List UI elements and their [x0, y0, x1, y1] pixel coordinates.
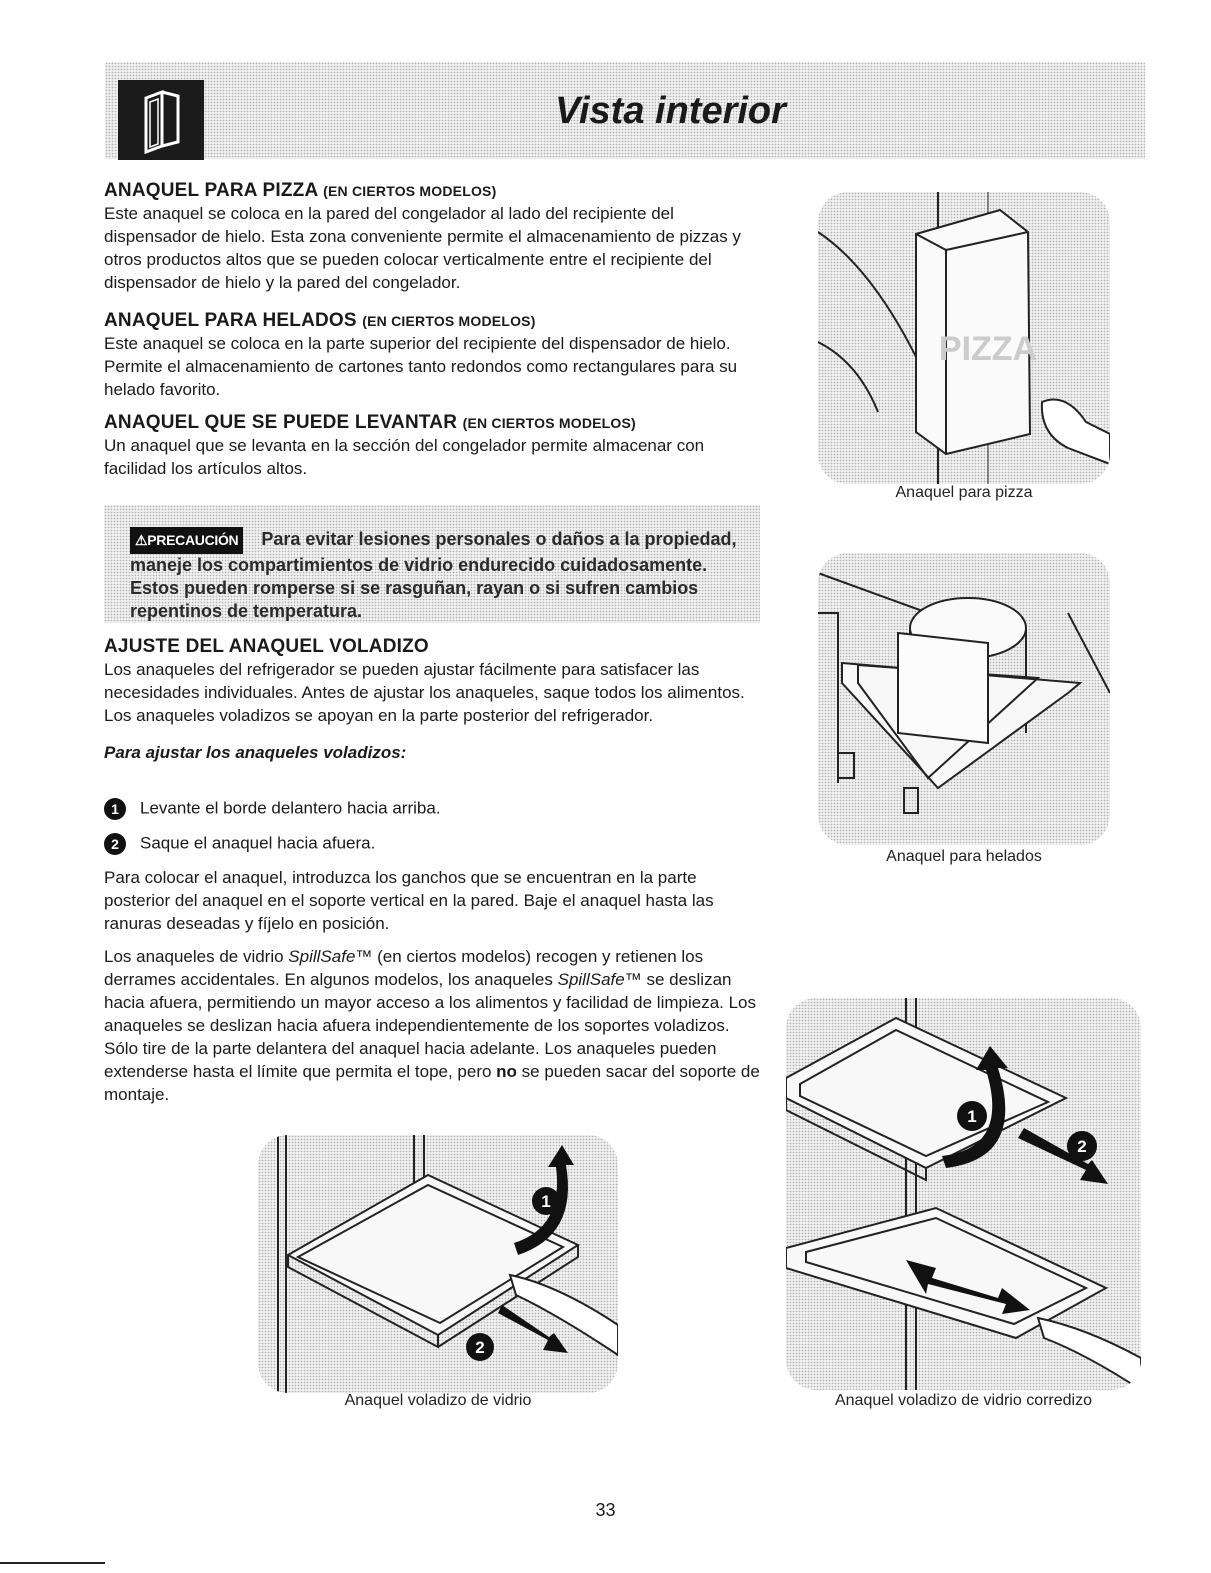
- brand-name: SpillSafe™: [288, 947, 373, 966]
- instructions-heading: Para ajustar los anaqueles voladizos:: [104, 743, 407, 762]
- figure-caption: Anaquel voladizo de vidrio corredizo: [834, 1392, 1093, 1409]
- footer-rule: [0, 1562, 105, 1564]
- emphasis: no: [496, 1062, 517, 1081]
- step-2: [104, 833, 375, 855]
- caution-badge: ⚠PRECAUCIÓN: [130, 527, 243, 554]
- step-marker-label: 1: [967, 1107, 977, 1126]
- text-run: Los anaqueles de vidrio: [104, 947, 289, 966]
- paragraph-text: [104, 945, 762, 1106]
- pizza-shelf-illustration: [818, 192, 1110, 484]
- section-pizza: [104, 180, 762, 294]
- hand-icon: [1038, 1318, 1141, 1390]
- step-text: Levante el borde delantero hacia arriba.: [140, 798, 441, 818]
- text-run: se pueden sacar del soporte de montaje.: [104, 1062, 760, 1104]
- section-heading: [104, 310, 762, 332]
- caution-message: Para evitar lesiones personales o daños a la propiedad, maneje los compartimientos de vidrio endurecido cuidadosamente. Estos pueden romperse si se rasguñan, rayan o si sufren cambios repentinos de temperatura.: [130, 529, 737, 621]
- step-marker-label: 1: [541, 1192, 551, 1211]
- ice-cream-shelf-illustration: [818, 553, 1110, 845]
- section-helados: [104, 310, 762, 401]
- section-voladizo: [104, 636, 762, 764]
- glass-cantilever-shelf-illustration: [258, 1135, 618, 1393]
- step-marker-label: 2: [1077, 1137, 1087, 1156]
- heading-note: (EN CIERTOS MODELOS): [323, 183, 497, 199]
- paragraph-colocar: [104, 866, 762, 935]
- figure-caption: Anaquel para helados: [886, 848, 1042, 865]
- section-levantar: [104, 412, 762, 480]
- step-marker-label: 2: [475, 1338, 485, 1357]
- step-number: 2: [104, 833, 126, 855]
- section-heading: AJUSTE DEL ANAQUEL VOLADIZO: [104, 636, 429, 657]
- paragraph-spillsafe: [104, 945, 762, 1106]
- section-body: Un anaquel que se levanta en la sección del congelador permite almacenar con facilidad los artículos altos.: [104, 436, 705, 478]
- figure-caption: Anaquel voladizo de vidrio: [344, 1392, 532, 1409]
- step-text: Saque el anaquel hacia afuera.: [140, 833, 376, 853]
- text-run: se deslizan hacia afuera, permitiendo un mayor acceso a los alimentos y facilidad de limpieza. Los anaqueles se deslizan hacia afuera independientemente de los soportes voladizos. Sólo tire de la parte delantera del anaquel hacia adelante. Los anaqueles pueden extenderse hasta el límite que permita el tope, pero: [104, 970, 757, 1081]
- page-number: 33: [595, 1500, 616, 1520]
- heading-note: (EN CIERTOS MODELOS): [462, 415, 636, 431]
- page-title: Vista interior: [555, 90, 786, 132]
- heading-text: ANAQUEL PARA HELADOS: [104, 310, 357, 331]
- paragraph-text: Para colocar el anaquel, introduzca los ganchos que se encuentran en la parte posterior del anaquel en el soporte vertical en la pared. Baje el anaquel hasta las ranuras deseadas y fíjelo en posición.: [104, 868, 714, 933]
- brand-name: SpillSafe™: [557, 970, 642, 989]
- pizza-box-label: PIZZA: [938, 330, 1038, 368]
- section-body: Este anaquel se coloca en la parte superior del recipiente del dispensador de hielo. Permite el almacenamiento de cartones tanto redondos como rectangulares para su helado favorito.: [104, 334, 738, 399]
- heading-note: (EN CIERTOS MODELOS): [362, 313, 536, 329]
- caution-text: [130, 527, 740, 623]
- hand-icon: [1042, 400, 1110, 465]
- step-1: [104, 798, 441, 820]
- caution-box: [104, 505, 760, 623]
- text-run: (en ciertos modelos) recogen y retienen los derrames accidentales. En algunos modelos, los anaqueles: [104, 947, 704, 989]
- pull-arrow-icon: [1018, 1128, 1108, 1184]
- section-body: Los anaqueles del refrigerador se pueden ajustar fácilmente para satisfacer las necesidades individuales. Antes de ajustar los anaqueles, saque todos los alimentos. Los anaqueles voladizos se apoyan en la parte posterior del refrigerador.: [104, 660, 745, 725]
- step-number: 1: [104, 798, 126, 820]
- heading-text: ANAQUEL QUE SE PUEDE LEVANTAR: [104, 412, 458, 433]
- figure-caption: Anaquel para pizza: [895, 484, 1033, 501]
- section-body: Este anaquel se coloca en la pared del congelador al lado del recipiente del dispensador de hielo. Esta zona conveniente permite el almacenamiento de pizzas y otros productos altos que se pueden colocar verticalmente entre el recipiente del dispensador de hielo y la pared del congelador.: [104, 204, 741, 292]
- sliding-glass-shelf-illustration: [786, 998, 1141, 1390]
- heading-text: ANAQUEL PARA PIZZA: [104, 180, 318, 201]
- section-heading: [104, 412, 762, 434]
- hand-icon: [510, 1275, 618, 1355]
- section-heading: [104, 180, 762, 202]
